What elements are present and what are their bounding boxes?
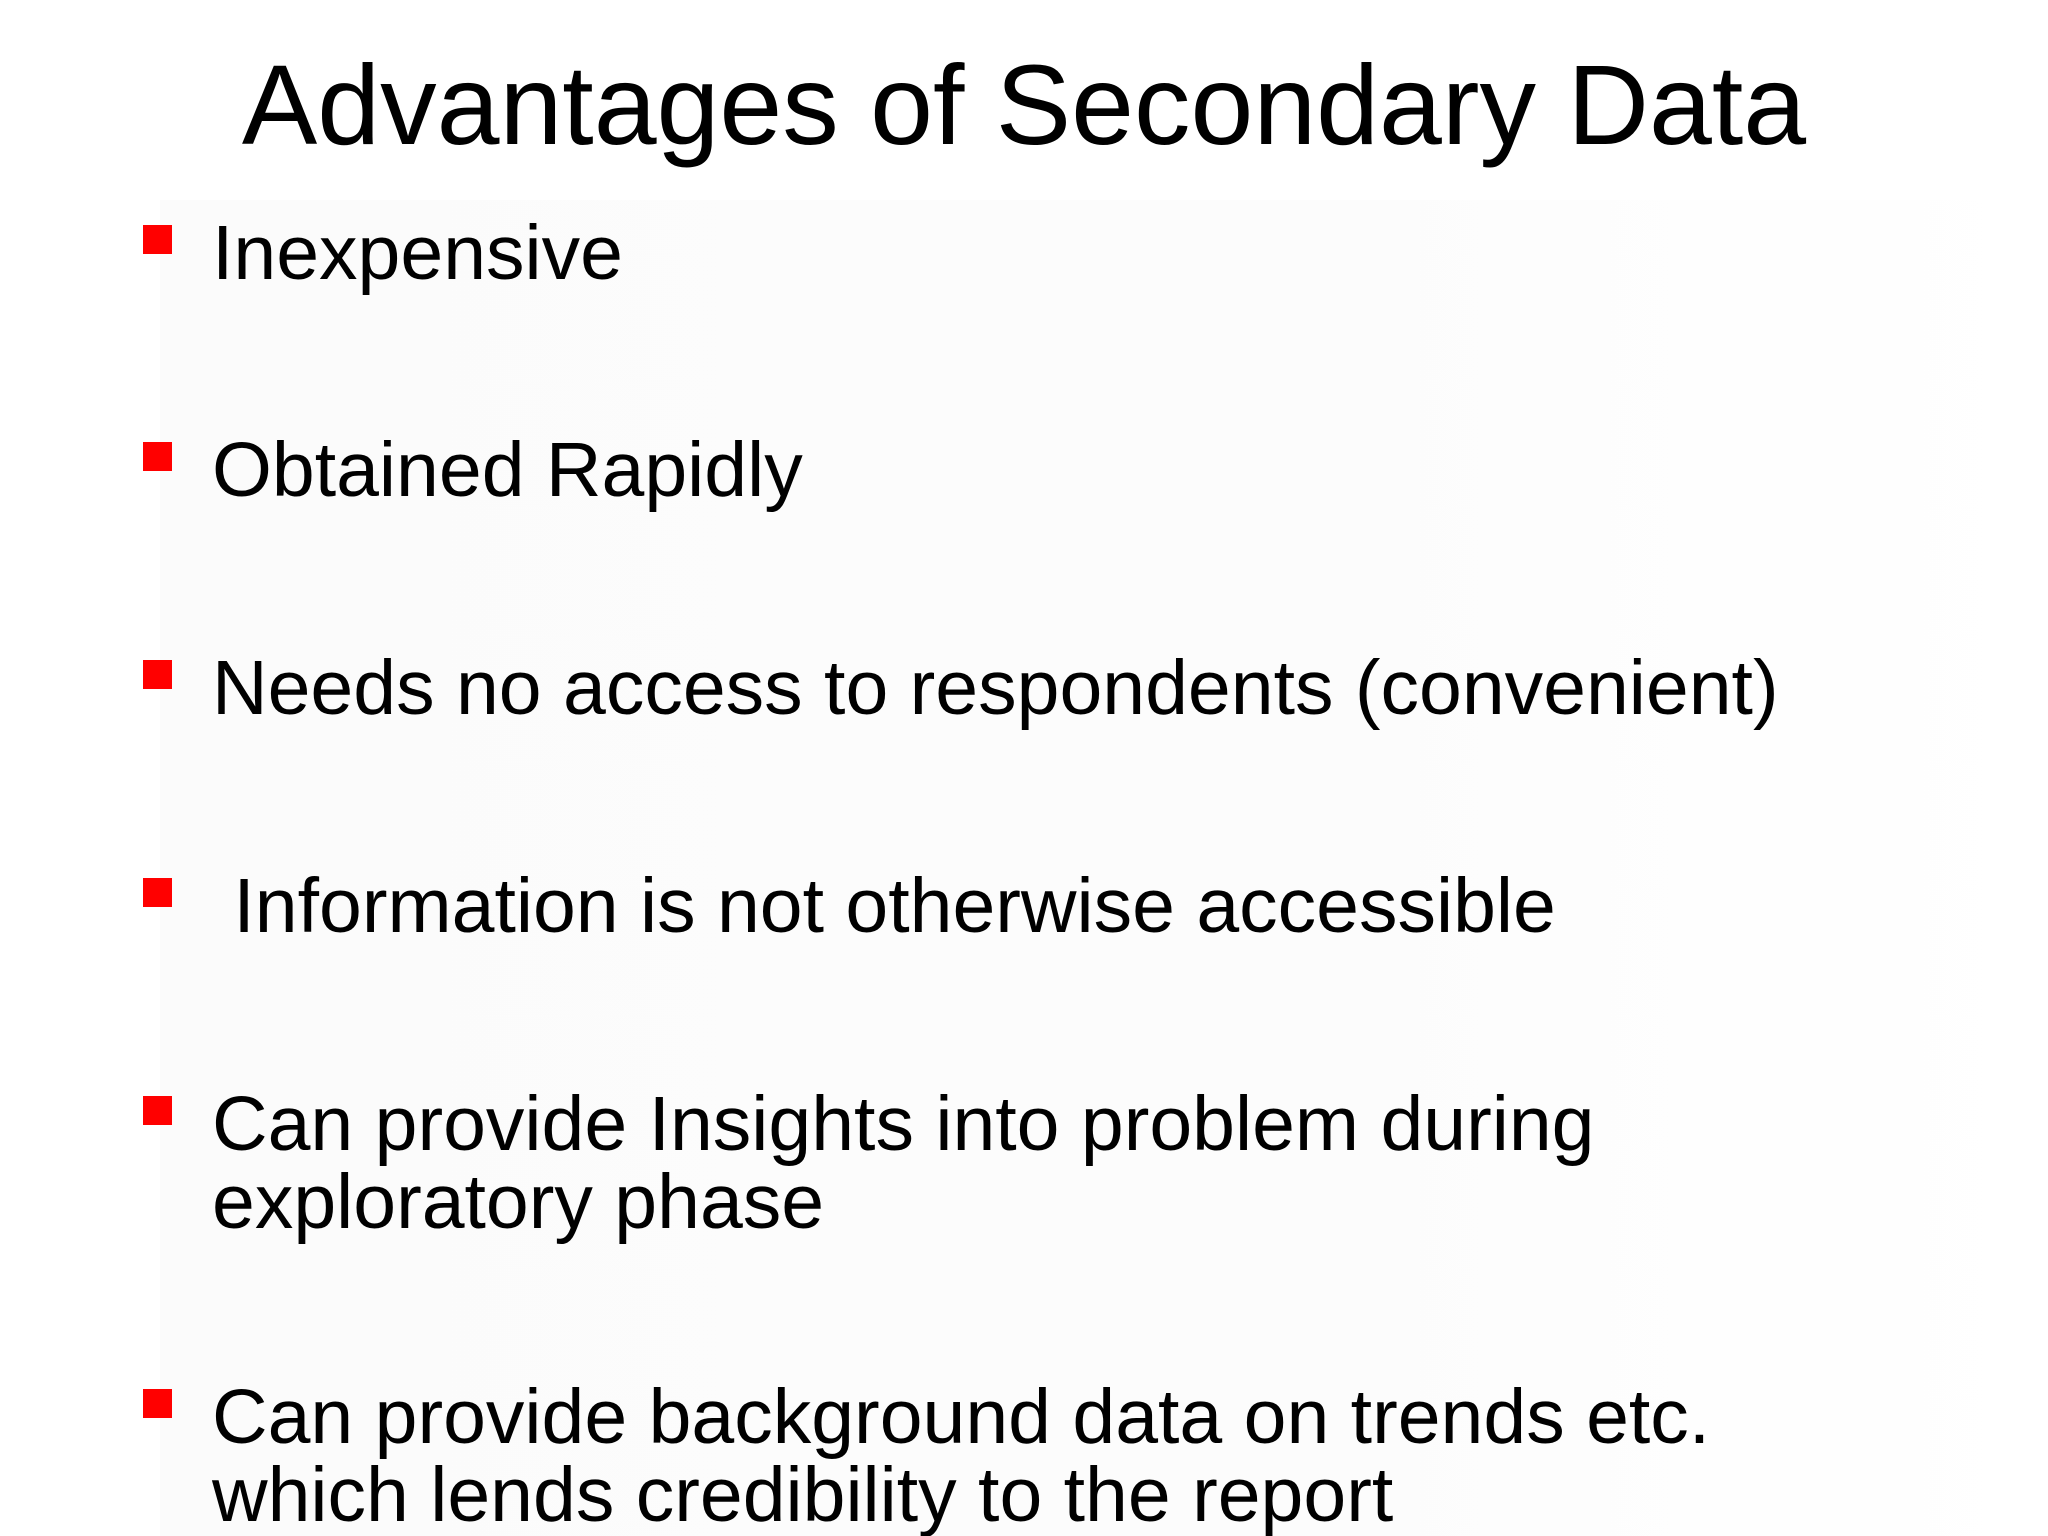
red-square-bullet-icon [143, 442, 172, 471]
bullet-text: Inexpensive [212, 210, 623, 296]
red-square-bullet-icon [143, 1389, 172, 1418]
red-square-bullet-icon [143, 1096, 172, 1125]
red-square-bullet-icon [143, 225, 172, 254]
bullet-text: Information is not otherwise accessible [212, 863, 1556, 949]
red-square-bullet-icon [143, 660, 172, 689]
bullet-text: Obtained Rapidly [212, 427, 803, 513]
bullet-text: Needs no access to respondents (convenient) [212, 645, 1779, 731]
bullet-text: Can provide background data on trends etc. which lends credibility to the report [212, 1374, 1711, 1536]
red-square-bullet-icon [143, 878, 172, 907]
slide-title: Advantages of Secondary Data [241, 42, 1807, 168]
bullet-text: Can provide Insights into problem during exploratory phase [212, 1081, 1595, 1245]
